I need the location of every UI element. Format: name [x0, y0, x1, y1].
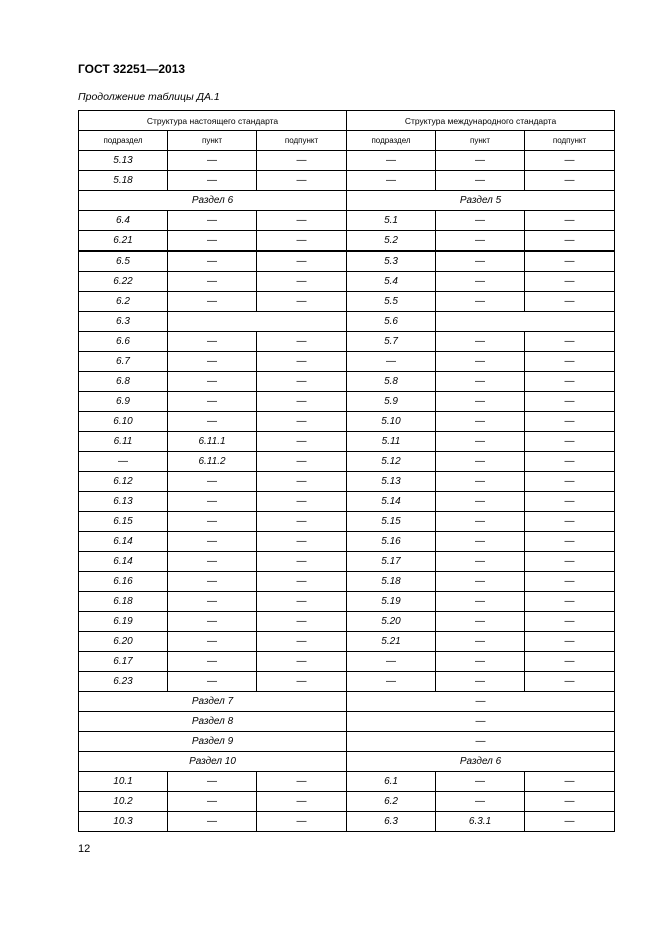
table-cell: —	[525, 652, 615, 672]
table-cell: —	[257, 492, 347, 512]
international-structure-header: Структура международного стандарта	[347, 111, 615, 131]
table-cell: —	[525, 332, 615, 352]
table-cell: —	[525, 392, 615, 412]
table-cell: —	[436, 392, 525, 412]
table-cell: —	[436, 652, 525, 672]
section-row	[79, 732, 615, 752]
table-cell: —	[168, 251, 257, 272]
table-cell: —	[436, 332, 525, 352]
table-cell: 6.6	[79, 332, 168, 352]
table-row	[79, 512, 615, 532]
table-cell: 10.3	[79, 812, 168, 832]
table-cell: 10.1	[79, 772, 168, 792]
column-header: подраздел	[79, 131, 168, 151]
section-row	[79, 752, 615, 772]
table-cell: 6.22	[79, 272, 168, 292]
table-cell: 5.21	[347, 632, 436, 652]
table-cell: —	[168, 672, 257, 692]
table-cell: 5.14	[347, 492, 436, 512]
table-cell: 5.20	[347, 612, 436, 632]
table-cell: —	[525, 272, 615, 292]
table-cell: —	[436, 492, 525, 512]
page-number: 12	[78, 843, 91, 855]
section-label-international: —	[347, 712, 615, 732]
table-row	[79, 171, 615, 191]
table-cell: —	[168, 592, 257, 612]
table-cell: —	[436, 672, 525, 692]
table-cell: —	[257, 452, 347, 472]
table-cell: —	[168, 472, 257, 492]
table-cell: —	[257, 171, 347, 191]
table-cell: —	[168, 272, 257, 292]
table-cell: 6.20	[79, 632, 168, 652]
table-cell: —	[436, 512, 525, 532]
table-cell: 6.9	[79, 392, 168, 412]
table-cell: —	[257, 231, 347, 252]
table-cell: —	[436, 231, 525, 252]
table-row	[79, 312, 615, 332]
table-cell: —	[436, 372, 525, 392]
section-label-national: Раздел 9	[79, 732, 347, 752]
table-cell: 6.1	[347, 772, 436, 792]
table-cell: 6.2	[347, 792, 436, 812]
section-label-international: —	[347, 692, 615, 712]
table-cell: 6.23	[79, 672, 168, 692]
table-cell: —	[525, 592, 615, 612]
table-cell: —	[525, 231, 615, 252]
table-cell: 5.15	[347, 512, 436, 532]
table-row	[79, 492, 615, 512]
table-row	[79, 532, 615, 552]
table-cell: —	[257, 512, 347, 532]
table-row	[79, 772, 615, 792]
table-cell: 6.3.1	[436, 812, 525, 832]
table-cell: —	[525, 532, 615, 552]
table-row	[79, 231, 615, 252]
table-cell: —	[525, 452, 615, 472]
table-cell: 10.2	[79, 792, 168, 812]
table-cell: —	[525, 472, 615, 492]
table-cell: 6.10	[79, 412, 168, 432]
table-row	[79, 432, 615, 452]
table-row	[79, 372, 615, 392]
table-row	[79, 452, 615, 472]
table-cell: 6.4	[79, 211, 168, 231]
table-cell: 5.17	[347, 552, 436, 572]
table-cell: —	[168, 412, 257, 432]
table-cell: —	[525, 572, 615, 592]
table-cell: —	[525, 251, 615, 272]
empty-merged-cell	[436, 312, 615, 332]
section-label-national: Раздел 6	[79, 191, 347, 211]
table-cell: —	[436, 552, 525, 572]
table-cell: 6.12	[79, 472, 168, 492]
table-cell: —	[525, 772, 615, 792]
table-cell: 5.13	[79, 151, 168, 171]
table-cell: —	[347, 171, 436, 191]
table-cell: —	[79, 452, 168, 472]
section-label-international: Раздел 5	[347, 191, 615, 211]
table-cell: —	[257, 251, 347, 272]
table-cell: —	[436, 272, 525, 292]
table-cell: 5.16	[347, 532, 436, 552]
table-cell: 5.12	[347, 452, 436, 472]
table-cell: 6.18	[79, 592, 168, 612]
table-cell: —	[525, 632, 615, 652]
table-cell: —	[257, 412, 347, 432]
table-cell: —	[257, 151, 347, 171]
table-cell: —	[257, 672, 347, 692]
table-cell: 6.14	[79, 532, 168, 552]
table-cell: —	[525, 612, 615, 632]
table-row	[79, 552, 615, 572]
national-structure-header: Структура настоящего стандарта	[79, 111, 347, 131]
table-cell: —	[257, 812, 347, 832]
table-row	[79, 592, 615, 612]
table-cell: —	[525, 292, 615, 312]
table-row	[79, 332, 615, 352]
table-cell: 5.5	[347, 292, 436, 312]
table-cell: —	[168, 512, 257, 532]
table-cell: —	[257, 612, 347, 632]
table-cell: —	[525, 792, 615, 812]
table-cell: —	[257, 592, 347, 612]
table-cell: —	[525, 552, 615, 572]
table-cell: —	[257, 352, 347, 372]
table-cell: —	[257, 372, 347, 392]
column-header: пункт	[168, 131, 257, 151]
table-cell: —	[525, 432, 615, 452]
table-cell: —	[436, 612, 525, 632]
table-row	[79, 792, 615, 812]
table-cell: 6.5	[79, 251, 168, 272]
table-cell: —	[168, 211, 257, 231]
table-cell: —	[257, 332, 347, 352]
table-cell: —	[525, 412, 615, 432]
table-cell: —	[525, 151, 615, 171]
table-cell: —	[525, 372, 615, 392]
table-cell: —	[257, 532, 347, 552]
table-row	[79, 412, 615, 432]
table-cell: —	[168, 352, 257, 372]
column-header: подраздел	[347, 131, 436, 151]
table-cell: 5.3	[347, 251, 436, 272]
table-cell: 5.19	[347, 592, 436, 612]
table-cell: —	[436, 452, 525, 472]
section-label-national: Раздел 7	[79, 692, 347, 712]
table-cell: 6.13	[79, 492, 168, 512]
column-header: пункт	[436, 131, 525, 151]
table-cell: —	[168, 372, 257, 392]
section-label-national: Раздел 10	[79, 752, 347, 772]
table-cell: —	[436, 632, 525, 652]
table-cell: 6.2	[79, 292, 168, 312]
table-cell: 6.15	[79, 512, 168, 532]
table-row	[79, 572, 615, 592]
section-row	[79, 191, 615, 211]
table-cell: —	[525, 211, 615, 231]
group-header-row	[79, 111, 615, 131]
table-cell: —	[257, 472, 347, 492]
table-cell: 6.3	[79, 312, 168, 332]
table-cell: 6.16	[79, 572, 168, 592]
table-cell: —	[436, 592, 525, 612]
table-row	[79, 652, 615, 672]
table-cell: —	[168, 151, 257, 171]
table-cell: —	[436, 171, 525, 191]
table-cell: —	[525, 812, 615, 832]
table-cell: 5.8	[347, 372, 436, 392]
table-cell: —	[168, 332, 257, 352]
table-cell: —	[168, 792, 257, 812]
table-row	[79, 672, 615, 692]
table-cell: —	[347, 672, 436, 692]
table-cell: —	[168, 532, 257, 552]
section-label-international: Раздел 6	[347, 752, 615, 772]
table-cell: —	[257, 392, 347, 412]
table-cell: 5.18	[347, 572, 436, 592]
column-header: подпункт	[525, 131, 615, 151]
table-cell: —	[525, 512, 615, 532]
table-cell: —	[436, 352, 525, 372]
table-row	[79, 392, 615, 412]
table-row	[79, 612, 615, 632]
table-cell: —	[436, 772, 525, 792]
table-cell: —	[168, 812, 257, 832]
table-cell: —	[436, 472, 525, 492]
table-cell: —	[168, 612, 257, 632]
section-label-national: Раздел 8	[79, 712, 347, 732]
table-cell: —	[525, 352, 615, 372]
table-cell: —	[525, 492, 615, 512]
table-cell: 6.11.2	[168, 452, 257, 472]
table-cell: —	[257, 792, 347, 812]
table-cell: —	[347, 352, 436, 372]
table-row	[79, 272, 615, 292]
column-header-row	[79, 131, 615, 151]
table-cell: 6.21	[79, 231, 168, 252]
table-cell: 5.6	[347, 312, 436, 332]
table-cell: —	[168, 632, 257, 652]
table-cell: —	[436, 572, 525, 592]
table-row	[79, 352, 615, 372]
table-cell: 5.1	[347, 211, 436, 231]
table-cell: —	[525, 171, 615, 191]
section-row	[79, 692, 615, 712]
table-cell: 5.13	[347, 472, 436, 492]
table-cell: 5.4	[347, 272, 436, 292]
table-cell: —	[168, 231, 257, 252]
table-cell: —	[257, 211, 347, 231]
table-cell: —	[257, 632, 347, 652]
table-cell: —	[168, 552, 257, 572]
table-cell: 6.11.1	[168, 432, 257, 452]
table-cell: —	[436, 211, 525, 231]
table-cell: —	[168, 492, 257, 512]
table-cell: —	[347, 652, 436, 672]
table-cell: —	[257, 772, 347, 792]
table-cell: —	[168, 392, 257, 412]
table-cell: —	[436, 151, 525, 171]
table-cell: —	[168, 772, 257, 792]
table-cell: —	[436, 432, 525, 452]
table-cell: —	[436, 792, 525, 812]
table-cell: —	[168, 572, 257, 592]
section-row	[79, 712, 615, 732]
table-row	[79, 812, 615, 832]
empty-merged-cell	[168, 312, 347, 332]
table-row	[79, 251, 615, 272]
table-row	[79, 211, 615, 231]
table-cell: 5.2	[347, 231, 436, 252]
table-cell: 5.9	[347, 392, 436, 412]
table-cell: —	[347, 151, 436, 171]
table-row	[79, 472, 615, 492]
table-cell: —	[436, 251, 525, 272]
section-label-international: —	[347, 732, 615, 752]
table-cell: —	[436, 292, 525, 312]
table-cell: —	[257, 432, 347, 452]
table-caption: Продолжение таблицы ДА.1	[78, 91, 220, 103]
table-cell: 6.11	[79, 432, 168, 452]
table-row	[79, 292, 615, 312]
table-cell: 5.7	[347, 332, 436, 352]
table-cell: —	[257, 292, 347, 312]
table-cell: —	[525, 672, 615, 692]
table-cell: —	[257, 652, 347, 672]
table-cell: —	[168, 171, 257, 191]
table-cell: —	[168, 652, 257, 672]
column-header: подпункт	[257, 131, 347, 151]
table-row	[79, 632, 615, 652]
table-cell: —	[257, 552, 347, 572]
table-cell: —	[257, 572, 347, 592]
table-cell: 6.14	[79, 552, 168, 572]
table-cell: 5.10	[347, 412, 436, 432]
table-cell: —	[436, 532, 525, 552]
document-header: ГОСТ 32251—2013	[78, 62, 186, 76]
table-cell: 6.3	[347, 812, 436, 832]
table-cell: 5.18	[79, 171, 168, 191]
table-cell: 6.17	[79, 652, 168, 672]
table-cell: 6.8	[79, 372, 168, 392]
table-cell: —	[168, 292, 257, 312]
table-cell: 5.11	[347, 432, 436, 452]
table-cell: —	[436, 412, 525, 432]
table-row	[79, 151, 615, 171]
correspondence-table	[78, 110, 615, 832]
table-cell: 6.7	[79, 352, 168, 372]
table-cell: 6.19	[79, 612, 168, 632]
table-cell: —	[257, 272, 347, 292]
